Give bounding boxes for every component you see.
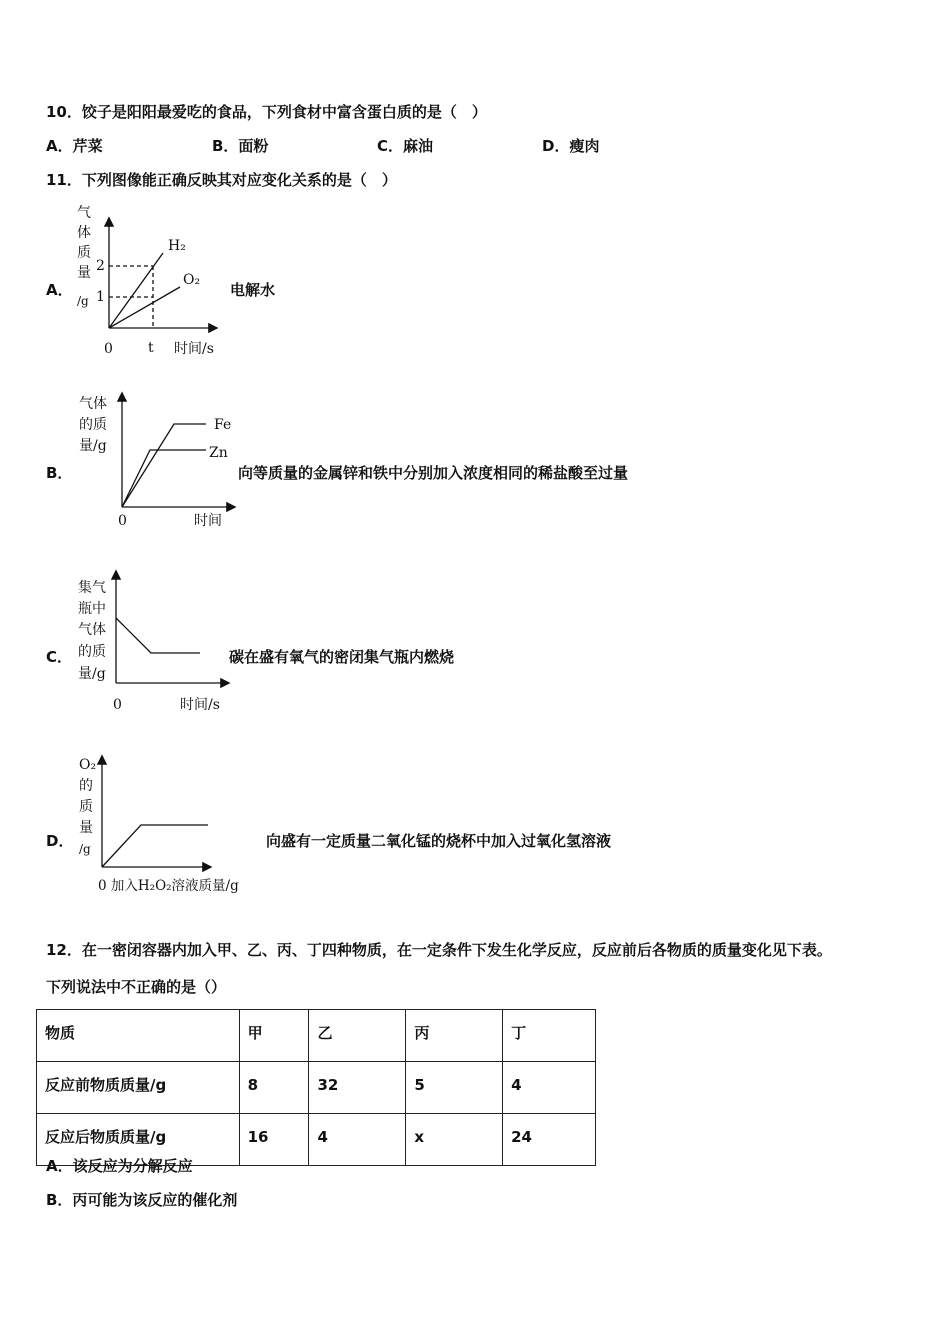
chart-c (116, 572, 228, 683)
q11-option-b-label[interactable]: B． (46, 464, 73, 482)
q12-stem-line2: 下列说法中不正确的是（） (46, 978, 227, 996)
q10-option-c[interactable]: C．麻油 (377, 137, 434, 155)
chart-a-xtick-t: t (148, 340, 154, 356)
q11-option-a-desc: 电解水 (230, 281, 276, 299)
chart-b-ylabel-3: 量/g (79, 438, 107, 454)
chart-a-ytick-1: 1 (96, 289, 105, 305)
q10-stem: 10．饺子是阳阳最爱吃的食品，下列食材中富含蛋白质的是（ ） (46, 103, 487, 121)
table-cell: 5 (406, 1062, 503, 1114)
chart-a-ylabel-3: 质 (77, 245, 91, 261)
chart-a-series-o2: O₂ (183, 272, 201, 288)
q11-option-c-label[interactable]: C． (46, 648, 73, 666)
table-header-cell: 丙 (406, 1010, 503, 1062)
q11-option-b-desc: 向等质量的金属锌和铁中分别加入浓度相同的稀盐酸至过量 (238, 464, 629, 482)
chart-a-h2-line (109, 253, 163, 328)
table-header-cell: 物质 (37, 1010, 240, 1062)
table-row (37, 1062, 596, 1114)
chart-b-series-zn: Zn (209, 445, 228, 461)
q12-data-table (36, 1009, 596, 1166)
chart-b-origin: 0 (118, 513, 127, 529)
q11-option-a-label[interactable]: A． (46, 281, 73, 299)
chart-d-ylabel-1: O₂ (79, 757, 97, 773)
chart-b-ylabel-2: 的质 (79, 417, 107, 433)
table-cell: 32 (309, 1062, 406, 1114)
chart-a-ylabel-4: 量 (77, 265, 91, 281)
chart-c-ylabel-4: 的质 (78, 644, 106, 660)
table-cell: 反应前物质质量/g (37, 1062, 240, 1114)
chart-a-ylabel-1: 气 (77, 205, 91, 221)
chart-c-ylabel-5: 量/g (78, 666, 106, 682)
table-cell: 24 (503, 1114, 596, 1166)
table-cell: 16 (239, 1114, 309, 1166)
q11-stem: 11．下列图像能正确反映其对应变化关系的是（ ） (46, 171, 397, 189)
chart-d-ylabel-2: 的 (79, 778, 93, 794)
chart-a-xlabel: 时间/s (174, 341, 214, 357)
chart-a-ytick-2: 2 (96, 258, 105, 274)
q11-option-d-label[interactable]: D． (46, 832, 74, 850)
chart-c-ylabel-3: 气体 (78, 622, 106, 638)
table-cell: 反应后物质质量/g (37, 1114, 240, 1166)
chart-c-ylabel-2: 瓶中 (78, 601, 106, 617)
chart-c-line (116, 618, 200, 653)
chart-a-ylabel-2: 体 (77, 225, 91, 241)
chart-d-ylabel-4: 量 (79, 820, 93, 836)
chart-c-origin: 0 (113, 697, 122, 713)
q10-option-a[interactable]: A．芹菜 (46, 137, 103, 155)
chart-a-o2-line (109, 287, 180, 328)
table-header-cell: 甲 (239, 1010, 309, 1062)
table-cell: 8 (239, 1062, 309, 1114)
chart-d-ylabel-5: /g (79, 842, 91, 856)
table-cell: 4 (309, 1114, 406, 1166)
chart-b-series-fe: Fe (214, 417, 232, 433)
chart-b-xlabel: 时间 (194, 513, 222, 529)
q12-option-b[interactable]: B．丙可能为该反应的催化剂 (46, 1191, 238, 1209)
q11-option-d-desc: 向盛有一定质量二氧化锰的烧杯中加入过氧化氢溶液 (266, 832, 612, 850)
chart-d-ylabel-3: 质 (79, 799, 93, 815)
q10-option-b[interactable]: B．面粉 (212, 137, 269, 155)
chart-a-ylabel-5: /g (77, 294, 89, 308)
chart-b-fe-line (122, 424, 206, 507)
table-cell: 4 (503, 1062, 596, 1114)
q11-option-c-desc: 碳在盛有氧气的密闭集气瓶内燃烧 (229, 648, 455, 666)
table-header-row (37, 1010, 596, 1062)
chart-d (102, 757, 210, 867)
table-cell: x (406, 1114, 503, 1166)
chart-a-series-h2: H₂ (168, 238, 186, 254)
chart-d-line (102, 825, 208, 867)
chart-a-origin: 0 (104, 341, 113, 357)
chart-d-xlabel: 0 加入H₂O₂溶液质量/g (98, 878, 239, 894)
q10-option-d[interactable]: D．瘦肉 (542, 137, 600, 155)
chart-c-xlabel: 时间/s (180, 697, 220, 713)
chart-b-zn-line (122, 450, 206, 507)
chart-b-ylabel-1: 气体 (79, 396, 107, 412)
q12-stem-line1: 12．在一密闭容器内加入甲、乙、丙、丁四种物质，在一定条件下发生化学反应，反应前后各物质的质量变化见下表。 (46, 941, 832, 959)
table-header-cell: 乙 (309, 1010, 406, 1062)
chart-c-ylabel-1: 集气 (78, 580, 106, 596)
table-header-cell: 丁 (503, 1010, 596, 1062)
q12-option-a[interactable]: A．该反应为分解反应 (46, 1157, 193, 1175)
